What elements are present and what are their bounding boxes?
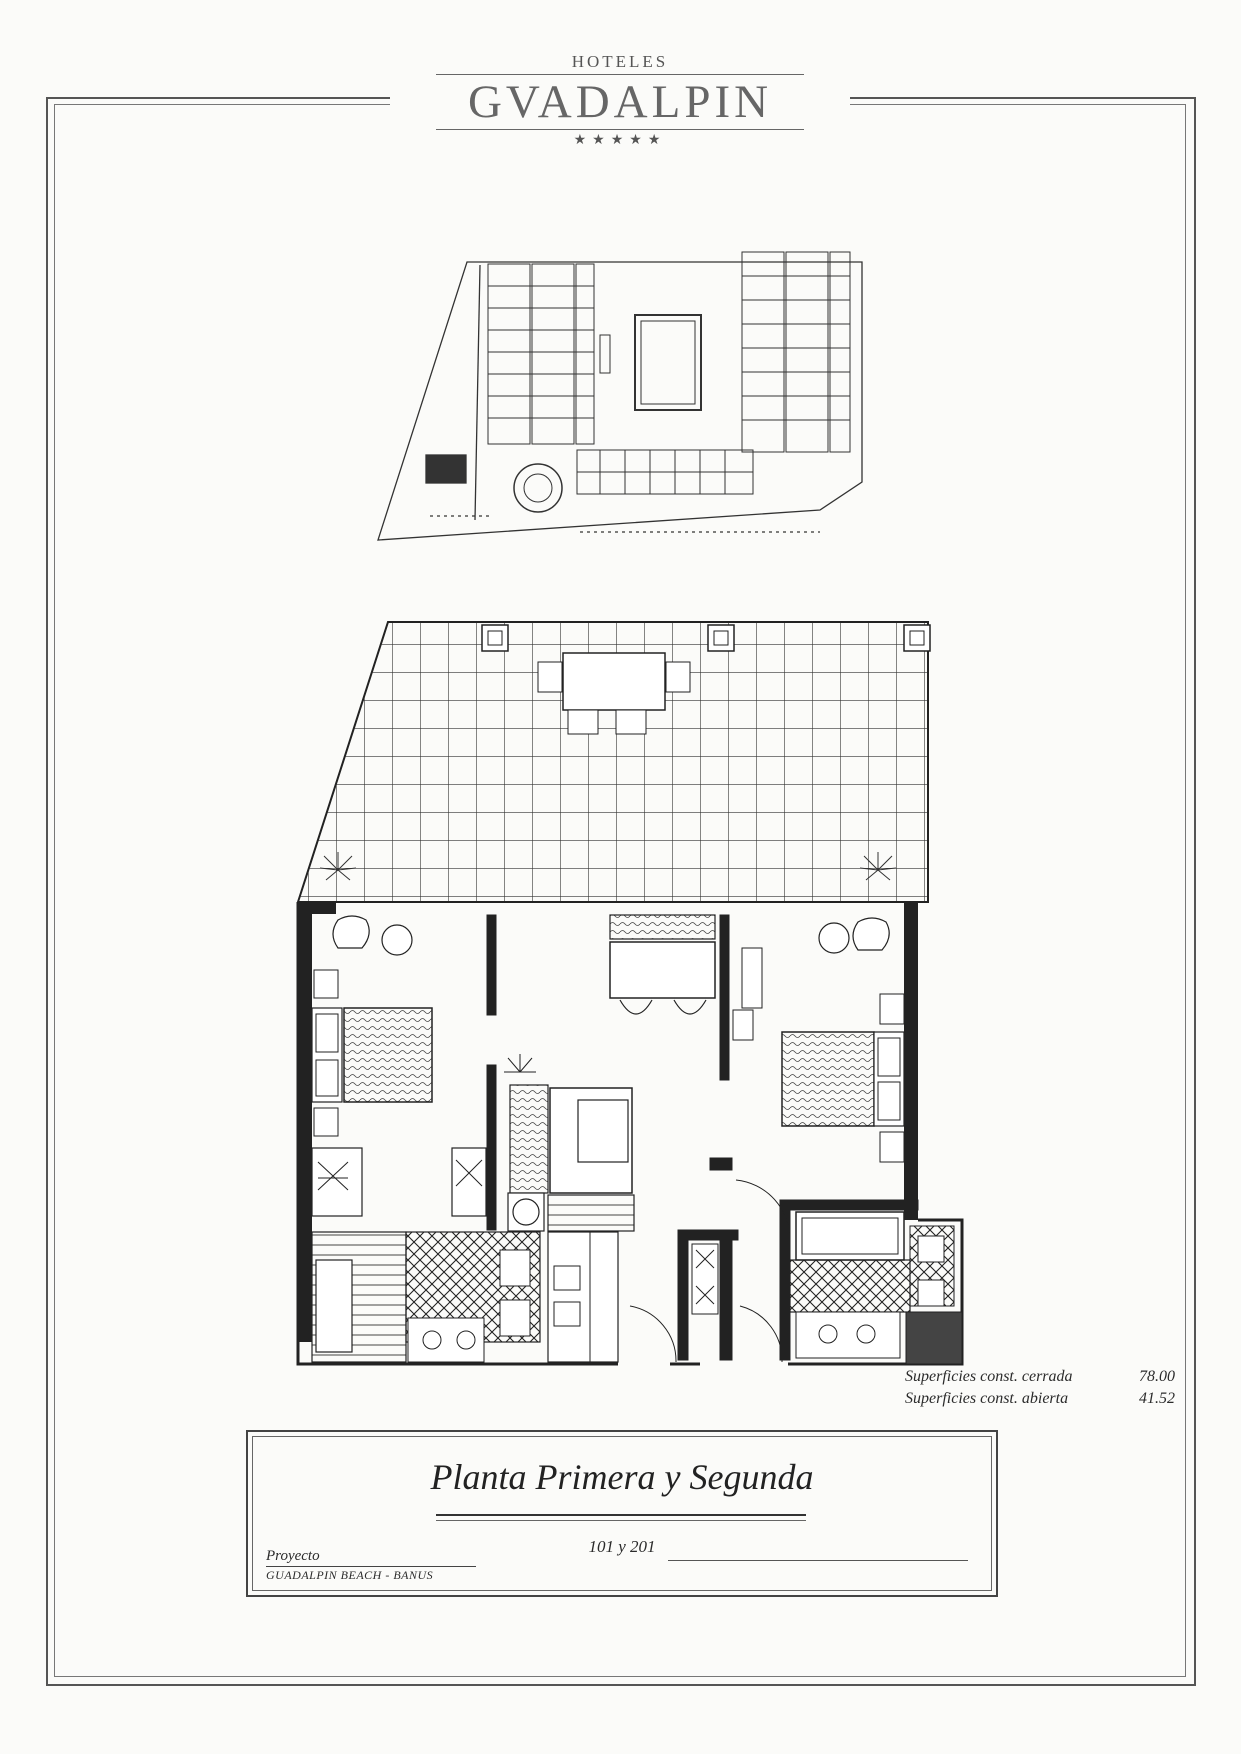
- title-block: [246, 1430, 998, 1597]
- logo-stars: ★★★★★: [573, 133, 667, 148]
- logo-name: GVADALPIN: [467, 76, 773, 128]
- built-area-table: [905, 1366, 1175, 1410]
- signature-line: [668, 1560, 968, 1561]
- area-label: Superficies const. cerrada: [905, 1368, 1073, 1385]
- plan-title: Planta Primera y Segunda: [430, 1457, 814, 1497]
- project-name: GUADALPIN BEACH - BANUS: [266, 1568, 434, 1582]
- area-value: 41.52: [1139, 1390, 1175, 1407]
- apartment-plan: [298, 902, 962, 1364]
- project-label: Proyecto: [266, 1548, 320, 1564]
- unit-numbers: 101 y 201: [588, 1537, 656, 1556]
- terrace: [298, 622, 930, 902]
- area-row-open: [905, 1388, 1175, 1410]
- project-info: [266, 1548, 476, 1583]
- logo-hoteles: HOTELES: [571, 52, 669, 71]
- area-row-closed: [905, 1366, 1175, 1388]
- site-plan: [378, 252, 862, 540]
- area-value: 78.00: [1139, 1368, 1175, 1385]
- area-label: Superficies const. abierta: [905, 1390, 1069, 1407]
